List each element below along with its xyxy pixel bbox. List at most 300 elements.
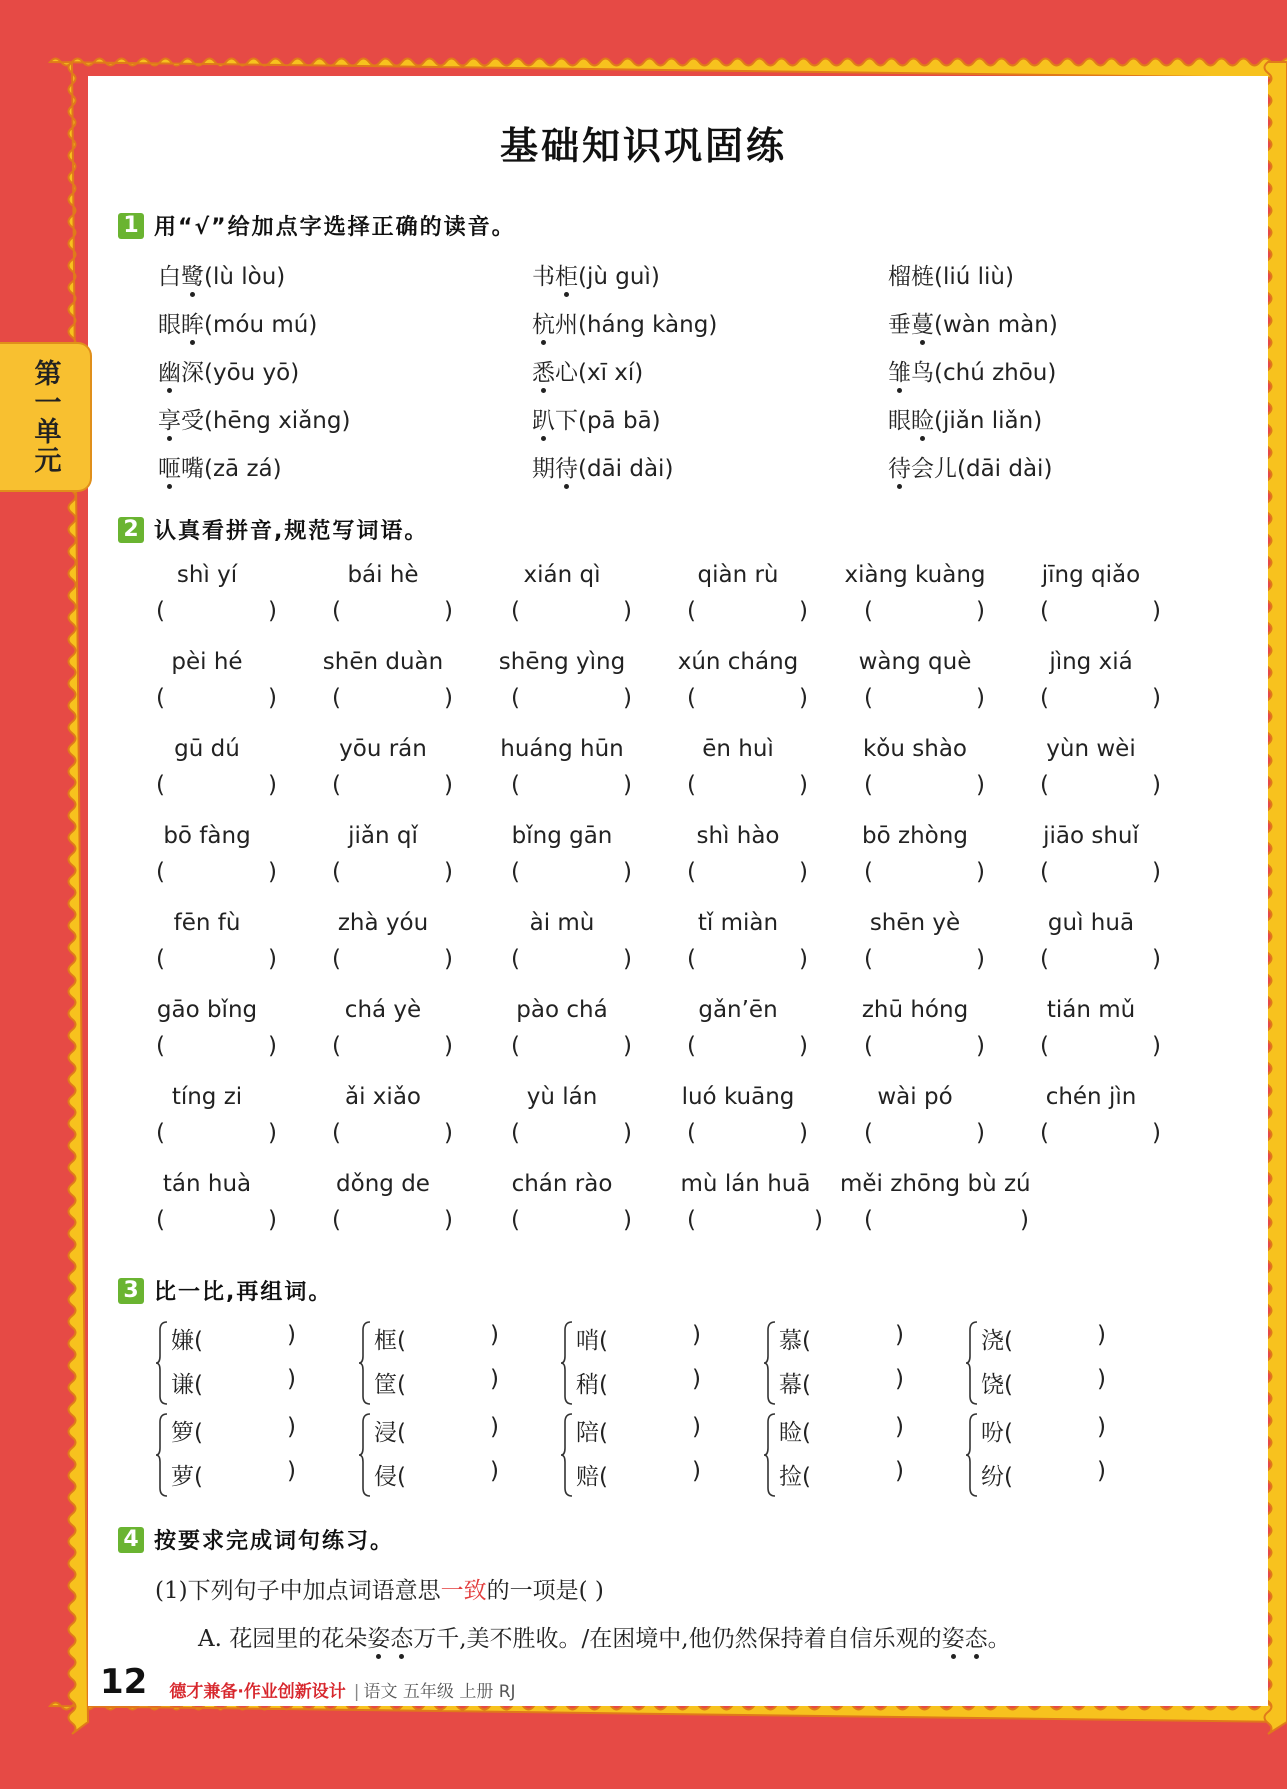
paren-close: ) (268, 598, 277, 624)
paren-open: ( (687, 1207, 696, 1233)
compare-char: 框( (374, 1328, 406, 1354)
brace-icon (965, 1412, 979, 1498)
paren-close: ) (692, 1322, 701, 1348)
pinyin-label: bái hè (347, 562, 419, 588)
pinyin-writing-item (840, 1084, 990, 1150)
pinyin-label: pào chá (516, 997, 608, 1023)
paren-open: ( (156, 1120, 165, 1146)
answer-blank[interactable] (1016, 685, 1166, 715)
pinyin-label: tǐ miàn (697, 910, 779, 936)
answer-blank[interactable] (840, 772, 990, 802)
paren-close: ) (1097, 1322, 1106, 1348)
pinyin-label: gǎn’ēn (698, 997, 778, 1023)
question-1 (155, 1572, 604, 1605)
paren-close: ) (1020, 1207, 1029, 1233)
paren-open: ( (687, 598, 696, 624)
pinyin-options: (chú zhōu) (934, 360, 1057, 386)
paren-open: ( (156, 1033, 165, 1059)
answer-blank[interactable] (663, 1207, 828, 1237)
compare-word-blank[interactable] (374, 1366, 499, 1399)
brace-icon (763, 1412, 777, 1498)
paren-close: ) (692, 1458, 701, 1484)
pinyin-label: xiàng kuàng (844, 562, 986, 588)
answer-blank[interactable] (132, 1120, 282, 1150)
pinyin-label: jiǎn qǐ (348, 823, 418, 849)
pinyin-writing-item (663, 649, 813, 715)
word-part: 鸟 (911, 360, 934, 386)
section-1-heading (118, 210, 516, 241)
compare-char: 饶( (981, 1372, 1013, 1398)
answer-blank[interactable] (840, 859, 990, 889)
compare-char: 稍( (576, 1372, 608, 1398)
pronunciation-item[interactable] (158, 306, 317, 339)
paren-open: ( (511, 772, 520, 798)
paren-close: ) (623, 859, 632, 885)
pronunciation-item[interactable] (888, 402, 1042, 435)
pinyin-label: shēn duàn (322, 649, 444, 675)
answer-blank[interactable] (308, 1120, 458, 1150)
pronunciation-item[interactable] (532, 354, 643, 387)
pinyin-writing-item (663, 562, 813, 628)
paren-close: ) (623, 772, 632, 798)
compare-pair (560, 1412, 735, 1502)
paren-open: ( (511, 598, 520, 624)
pinyin-label: wàng què (858, 649, 972, 675)
brace-icon (560, 1412, 574, 1498)
paren-close: ) (268, 859, 277, 885)
pronunciation-item[interactable] (532, 450, 673, 483)
dotted-char: 趴 (532, 408, 555, 434)
paren-close: ) (444, 772, 453, 798)
compare-char: 吩( (981, 1420, 1013, 1446)
pinyin-writing-item (840, 1171, 1031, 1237)
paren-close: ) (623, 1207, 632, 1233)
compare-word-blank[interactable] (981, 1366, 1106, 1399)
paren-open: ( (687, 859, 696, 885)
dotted-char: 姿 (367, 1626, 391, 1652)
pinyin-writing-item (487, 736, 637, 802)
page-number: 12 (100, 1662, 148, 1702)
pinyin-writing-item (132, 823, 282, 889)
compare-word-blank[interactable] (779, 1458, 904, 1491)
compare-char: 哨( (576, 1328, 608, 1354)
pinyin-label: zhà yóu (337, 910, 429, 936)
pinyin-writing-item (308, 562, 458, 628)
pinyin-options: (dāi dài) (957, 456, 1053, 482)
paren-open: ( (156, 859, 165, 885)
pinyin-writing-item (1016, 910, 1166, 976)
compare-char: 侵( (374, 1464, 406, 1490)
compare-word-blank[interactable] (171, 1322, 296, 1355)
paren-close: ) (490, 1458, 499, 1484)
answer-blank[interactable] (132, 946, 282, 976)
pinyin-label: xún cháng (677, 649, 799, 675)
pronunciation-item[interactable] (888, 354, 1056, 387)
pinyin-writing-item (487, 997, 637, 1063)
answer-blank[interactable] (663, 859, 813, 889)
paren-close: ) (623, 1120, 632, 1146)
question-highlight: 一致 (440, 1578, 487, 1604)
pinyin-label: kǒu shào (862, 736, 967, 762)
paren-close: ) (976, 1120, 985, 1146)
section-number: 3 (118, 1278, 144, 1304)
pinyin-label: ài mù (529, 910, 595, 936)
pinyin-label: pèi hé (171, 649, 243, 675)
pinyin-label: huáng hūn (500, 736, 624, 762)
compare-char: 谦( (171, 1372, 203, 1398)
answer-blank[interactable] (487, 1120, 637, 1150)
dotted-char: 杭 (532, 312, 555, 338)
section-number: 4 (118, 1527, 144, 1553)
answer-blank[interactable] (308, 685, 458, 715)
compare-word-blank[interactable] (171, 1366, 296, 1399)
answer-blank[interactable] (487, 859, 637, 889)
pinyin-writing-item (308, 823, 458, 889)
pronunciation-item[interactable] (888, 306, 1058, 339)
paren-open: ( (332, 1120, 341, 1146)
compare-word-blank[interactable] (171, 1414, 296, 1447)
pinyin-label: shì hào (696, 823, 780, 849)
paren-close: ) (1152, 598, 1161, 624)
pronunciation-item[interactable] (532, 402, 661, 435)
paren-close: ) (799, 1120, 808, 1146)
paren-open: ( (864, 1120, 873, 1146)
paren-close: ) (1097, 1458, 1106, 1484)
compare-word-blank[interactable] (576, 1414, 701, 1447)
compare-word-blank[interactable] (981, 1458, 1106, 1491)
paren-open: ( (511, 946, 520, 972)
compare-word-blank[interactable] (576, 1366, 701, 1399)
answer-blank[interactable] (1016, 772, 1166, 802)
answer-blank[interactable] (487, 685, 637, 715)
paren-open: ( (332, 946, 341, 972)
pinyin-label: shēn yè (869, 910, 961, 936)
answer-blank[interactable] (663, 598, 813, 628)
pinyin-writing-item (663, 997, 813, 1063)
pinyin-writing-item (308, 649, 458, 715)
pinyin-options: (hēng xiǎng) (204, 408, 351, 434)
pinyin-writing-item (308, 1084, 458, 1150)
paren-close: ) (799, 859, 808, 885)
compare-char: 筐( (374, 1372, 406, 1398)
compare-char: 萝( (171, 1464, 203, 1490)
answer-blank[interactable]: 的一项是( ) (486, 1578, 604, 1604)
word-part: 垂 (888, 312, 911, 338)
pinyin-label: gū dú (174, 736, 240, 762)
answer-blank[interactable] (487, 598, 637, 628)
paren-open: ( (1040, 1033, 1049, 1059)
word-part: 榴 (888, 264, 911, 290)
paren-close: ) (490, 1414, 499, 1440)
compare-char: 幕( (779, 1372, 811, 1398)
paren-close: ) (799, 1033, 808, 1059)
pronunciation-item[interactable] (158, 450, 282, 483)
answer-blank[interactable] (663, 1120, 813, 1150)
answer-blank[interactable] (1016, 859, 1166, 889)
paren-open: ( (864, 772, 873, 798)
compare-word-blank[interactable] (374, 1322, 499, 1355)
paren-open: ( (864, 859, 873, 885)
pinyin-label: bǐng gān (511, 823, 613, 849)
compare-word-blank[interactable] (779, 1322, 904, 1355)
paren-close: ) (895, 1458, 904, 1484)
compare-char: 纷( (981, 1464, 1013, 1490)
compare-char: 慕( (779, 1328, 811, 1354)
pinyin-options: (zā zá) (204, 456, 282, 482)
answer-blank[interactable] (487, 1033, 637, 1063)
section-label: 认真看拼音,规范写词语。 (154, 519, 429, 544)
pinyin-options: (jiǎn liǎn) (934, 408, 1043, 434)
answer-blank[interactable] (132, 1033, 282, 1063)
paren-close: ) (287, 1366, 296, 1392)
answer-blank[interactable] (1016, 946, 1166, 976)
paren-open: ( (1040, 946, 1049, 972)
paren-close: ) (287, 1322, 296, 1348)
dotted-char: 悉 (532, 360, 555, 386)
pinyin-writing-item (132, 649, 282, 715)
word-part: 深 (181, 360, 204, 386)
pinyin-writing-item (840, 562, 990, 628)
pinyin-label: bō zhòng (862, 823, 968, 849)
pronunciation-item[interactable] (888, 258, 1014, 291)
dotted-word (367, 1626, 413, 1652)
word-part: 梿 (911, 264, 934, 290)
brace-icon (763, 1320, 777, 1406)
pinyin-writing-item (487, 649, 637, 715)
paren-open: ( (156, 946, 165, 972)
compare-word-blank[interactable] (374, 1458, 499, 1491)
answer-blank[interactable] (132, 859, 282, 889)
answer-blank[interactable] (1016, 598, 1166, 628)
section-3-heading (118, 1275, 332, 1306)
pinyin-writing-item (840, 910, 990, 976)
paren-close: ) (1097, 1414, 1106, 1440)
answer-blank[interactable] (663, 772, 813, 802)
answer-blank[interactable] (487, 946, 637, 976)
pinyin-writing-item (132, 997, 282, 1063)
compare-char: 箩( (171, 1420, 203, 1446)
pinyin-label: měi zhōng bù zú (840, 1171, 1031, 1197)
section-label: 用“√”给加点字选择正确的读音。 (154, 215, 516, 240)
dotted-char: 柜 (555, 264, 578, 290)
paren-open: ( (511, 1033, 520, 1059)
dotted-char: 享 (158, 408, 181, 434)
answer-blank[interactable] (840, 1120, 990, 1150)
paren-close: ) (976, 772, 985, 798)
compare-pair (155, 1320, 330, 1410)
pinyin-label: luó kuāng (681, 1084, 795, 1110)
compare-char: 浸( (374, 1420, 406, 1446)
answer-blank[interactable] (308, 946, 458, 976)
answer-blank[interactable] (308, 1207, 458, 1237)
paren-close: ) (799, 685, 808, 711)
pinyin-label: wài pó (877, 1084, 953, 1110)
pronunciation-item[interactable] (532, 306, 717, 339)
compare-pair (965, 1320, 1140, 1410)
paren-open: ( (332, 1033, 341, 1059)
pinyin-options: (háng kàng) (578, 312, 718, 338)
paren-close: ) (444, 685, 453, 711)
pinyin-writing-item (663, 1084, 813, 1150)
compare-pair (763, 1320, 938, 1410)
paren-close: ) (1152, 859, 1161, 885)
paren-close: ) (623, 1033, 632, 1059)
paren-close: ) (976, 859, 985, 885)
pinyin-writing-item (663, 910, 813, 976)
brace-icon (965, 1320, 979, 1406)
answer-blank[interactable] (308, 598, 458, 628)
paren-close: ) (268, 1120, 277, 1146)
compare-pair (965, 1412, 1140, 1502)
pinyin-label: yùn wèi (1046, 736, 1136, 762)
paren-open: ( (864, 1033, 873, 1059)
compare-pair (358, 1412, 533, 1502)
dotted-char: 幽 (158, 360, 181, 386)
paren-open: ( (864, 1207, 873, 1233)
dotted-char: 睑 (911, 408, 934, 434)
pinyin-writing-item (1016, 1084, 1166, 1150)
dotted-char: 待 (555, 456, 578, 482)
paren-close: ) (1152, 1120, 1161, 1146)
paren-open: ( (332, 1207, 341, 1233)
paren-open: ( (511, 685, 520, 711)
pronunciation-item[interactable] (158, 402, 350, 435)
paren-close: ) (268, 1207, 277, 1233)
footer-separator: | (353, 1682, 360, 1702)
paren-open: ( (1040, 859, 1049, 885)
section-label: 比一比,再组词。 (154, 1280, 333, 1305)
answer-blank[interactable] (308, 772, 458, 802)
paren-close: ) (268, 772, 277, 798)
option-a[interactable] (198, 1620, 1011, 1653)
paren-close: ) (976, 946, 985, 972)
paren-close: ) (623, 685, 632, 711)
answer-blank[interactable] (132, 598, 282, 628)
paren-open: ( (687, 946, 696, 972)
compare-word-blank[interactable] (576, 1322, 701, 1355)
answer-blank[interactable] (308, 1033, 458, 1063)
compare-pair (358, 1320, 533, 1410)
pinyin-writing-item (487, 823, 637, 889)
word-part: 眼 (158, 312, 181, 338)
word-part: 眼 (888, 408, 911, 434)
pronunciation-item[interactable] (158, 258, 285, 291)
unit-tab[interactable] (0, 342, 92, 492)
pinyin-options: (pā bā) (578, 408, 661, 434)
compare-word-blank[interactable] (779, 1414, 904, 1447)
book-meta: 语文 五年级 上册 RJ (363, 1682, 516, 1702)
dotted-char: 态 (964, 1626, 988, 1652)
pinyin-writing-item (663, 1171, 828, 1237)
pinyin-label: qiàn rù (697, 562, 779, 588)
section-2-heading (118, 514, 428, 545)
paren-close: ) (268, 946, 277, 972)
answer-blank[interactable] (308, 859, 458, 889)
pronunciation-item[interactable] (158, 354, 299, 387)
pinyin-label: fēn fù (173, 910, 241, 936)
answer-blank[interactable] (840, 946, 990, 976)
pinyin-writing-item (487, 1171, 637, 1237)
answer-blank[interactable] (132, 1207, 282, 1237)
compare-word-blank[interactable] (171, 1458, 296, 1491)
answer-blank[interactable] (487, 772, 637, 802)
dotted-char: 蔓 (911, 312, 934, 338)
paren-close: ) (444, 1033, 453, 1059)
paren-close: ) (1152, 772, 1161, 798)
dotted-char: 鹭 (181, 264, 204, 290)
paren-open: ( (864, 946, 873, 972)
answer-blank[interactable] (1016, 1033, 1166, 1063)
paren-close: ) (287, 1458, 296, 1484)
pinyin-label: mù lán huā (680, 1171, 811, 1197)
paren-open: ( (687, 1120, 696, 1146)
pronunciation-item[interactable] (888, 450, 1052, 483)
pinyin-writing-item (1016, 649, 1166, 715)
compare-char: 捡( (779, 1464, 811, 1490)
paren-open: ( (1040, 772, 1049, 798)
dotted-char: 态 (390, 1626, 414, 1652)
section-4-heading (118, 1524, 394, 1555)
pinyin-options: (xī xí) (578, 360, 644, 386)
answer-blank[interactable] (1016, 1120, 1166, 1150)
pinyin-label: bō fàng (163, 823, 251, 849)
paren-open: ( (332, 685, 341, 711)
paren-close: ) (623, 598, 632, 624)
pinyin-writing-item (132, 1171, 282, 1237)
pronunciation-item[interactable] (532, 258, 660, 291)
pinyin-label: tián mǔ (1046, 997, 1136, 1023)
compare-word-blank[interactable] (779, 1366, 904, 1399)
answer-blank[interactable] (487, 1207, 637, 1237)
answer-blank[interactable] (840, 1207, 1029, 1237)
paren-close: ) (895, 1366, 904, 1392)
pinyin-label: dǒng de (336, 1171, 430, 1197)
compare-word-blank[interactable] (576, 1458, 701, 1491)
answer-blank[interactable] (663, 1033, 813, 1063)
compare-word-blank[interactable] (981, 1322, 1106, 1355)
pinyin-label: jiāo shuǐ (1043, 823, 1139, 849)
brace-icon (560, 1320, 574, 1406)
pinyin-writing-item (1016, 736, 1166, 802)
paren-open: ( (1040, 1120, 1049, 1146)
pinyin-label: shì yí (176, 562, 238, 588)
pinyin-writing-item (840, 997, 990, 1063)
paren-open: ( (332, 859, 341, 885)
answer-blank[interactable] (132, 685, 282, 715)
pinyin-options: (lù lòu) (204, 264, 286, 290)
pinyin-label: chén jìn (1045, 1084, 1137, 1110)
pinyin-label: zhū hóng (861, 997, 969, 1023)
pinyin-writing-item (308, 997, 458, 1063)
answer-blank[interactable] (840, 685, 990, 715)
answer-blank[interactable] (132, 772, 282, 802)
pinyin-label: ǎi xiǎo (345, 1084, 421, 1110)
answer-blank[interactable] (663, 685, 813, 715)
answer-blank[interactable] (840, 1033, 990, 1063)
pinyin-writing-item (132, 736, 282, 802)
pinyin-label: yù lán (526, 1084, 598, 1110)
dotted-char: 咂 (158, 456, 181, 482)
paren-close: ) (268, 1033, 277, 1059)
answer-blank[interactable] (663, 946, 813, 976)
paren-close: ) (490, 1366, 499, 1392)
option-text: 。 (987, 1626, 1011, 1652)
compare-word-blank[interactable] (374, 1414, 499, 1447)
brace-icon (358, 1412, 372, 1498)
answer-blank[interactable] (840, 598, 990, 628)
compare-word-blank[interactable] (981, 1414, 1106, 1447)
pinyin-writing-item (308, 736, 458, 802)
